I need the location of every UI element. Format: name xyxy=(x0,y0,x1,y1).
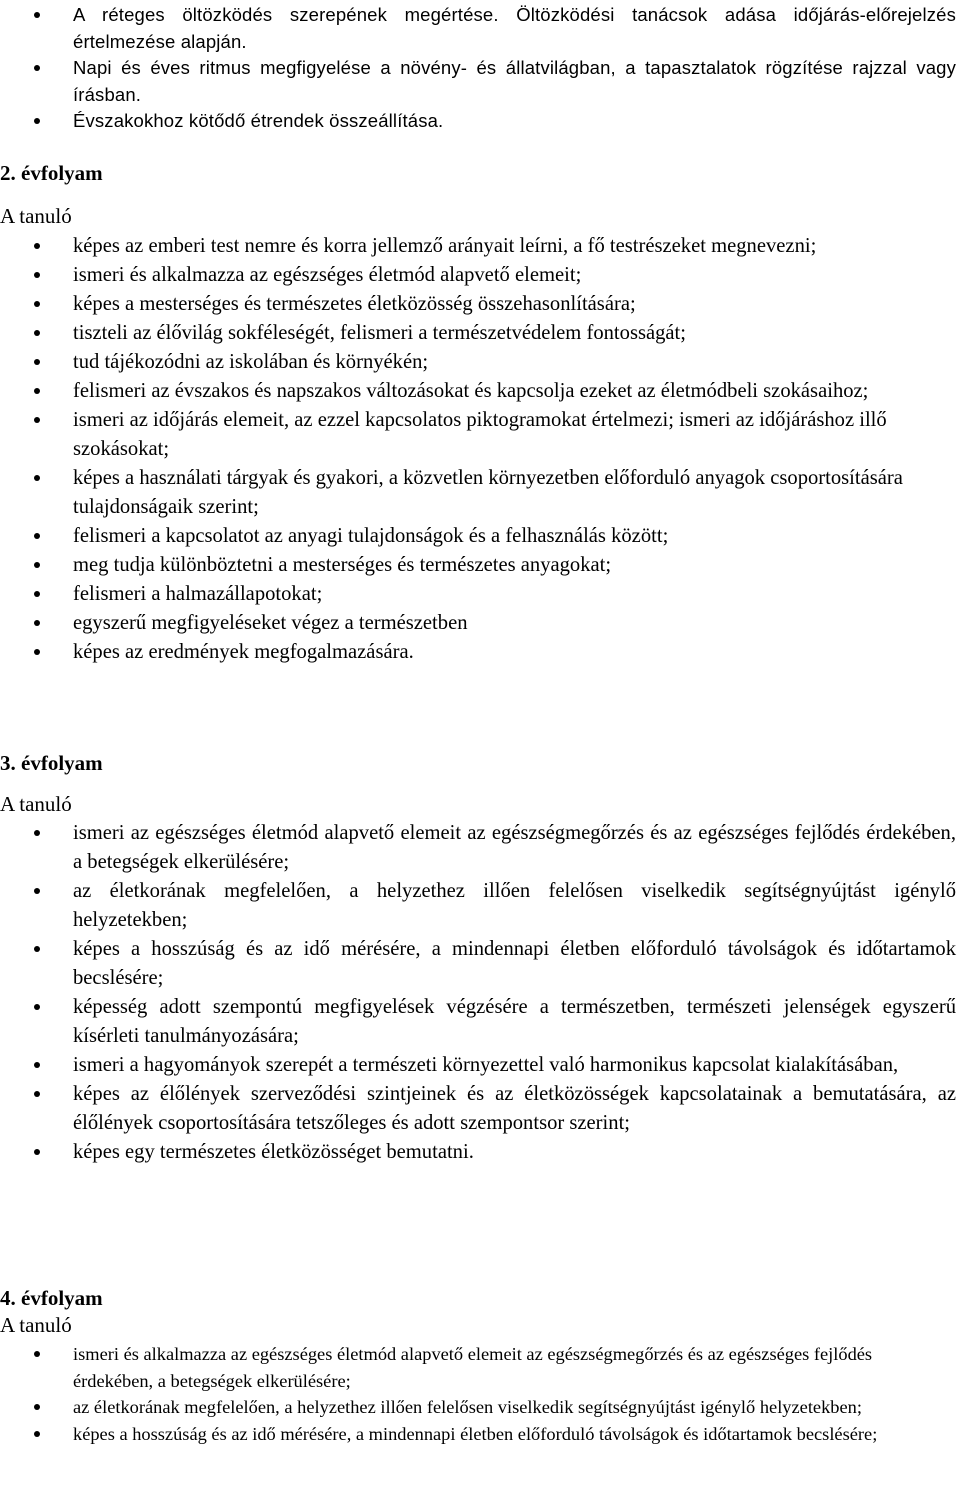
section-subject-grade-4: A tanuló xyxy=(0,1313,72,1337)
list-item xyxy=(0,319,960,348)
list-item xyxy=(0,108,960,135)
bullet-icon xyxy=(34,1062,40,1068)
list-item xyxy=(0,55,960,108)
list-item xyxy=(0,877,960,935)
list-item-text: képes a hosszúság és az idő mérésére, a mindennapi életben előforduló távolságok és időtartamok becslésére; xyxy=(73,1423,878,1444)
bullet-icon xyxy=(34,475,40,481)
list-item xyxy=(0,1080,960,1138)
list-item xyxy=(0,290,960,319)
list-item xyxy=(0,609,960,638)
bullet-icon xyxy=(34,888,40,894)
list-item-text: ismeri és alkalmazza az egészséges életmód alapvető elemeit az egészségmegőrzés és az egészséges fejlődés érdekében, a betegségek elkerülésére; xyxy=(73,1344,873,1391)
list-item xyxy=(0,935,960,993)
list-item-text: képes az emberi test nemre és korra jellemző arányait leírni, a fő testrészeket megnevezni; xyxy=(73,235,817,257)
list-item-text: felismeri a halmazállapotokat; xyxy=(73,583,323,605)
bullet-icon xyxy=(34,1004,40,1010)
bullet-icon xyxy=(34,118,40,124)
list-item-text: A réteges öltözködés szerepének megértése. Öltözködési tanácsok adása időjárás-előrejelzés értelmezése alapján. xyxy=(73,4,956,52)
bullet-icon xyxy=(34,272,40,278)
bullet-icon xyxy=(34,388,40,394)
section-subject-grade-3: A tanuló xyxy=(0,792,72,816)
section-subject-grade-2: A tanuló xyxy=(0,204,72,228)
list-item-text: felismeri az évszakos és napszakos változásokat és kapcsolja ezeket az életmódbeli szokásaihoz; xyxy=(73,380,869,402)
list-item xyxy=(0,406,960,464)
list-item-text: tud tájékozódni az iskolában és környékén; xyxy=(73,351,429,373)
list-item xyxy=(0,993,960,1051)
list-item-text: meg tudja különböztetni a mesterséges és természetes anyagokat; xyxy=(73,554,612,576)
list-item-text: képes egy természetes életközösséget bemutatni. xyxy=(73,1141,474,1163)
bullet-icon xyxy=(34,591,40,597)
list-item xyxy=(0,1341,960,1394)
list-item-text: az életkorának megfelelően, a helyzethez illően felelősen viselkedik segítségnyújtást igénylő helyzetekben; xyxy=(73,1397,862,1417)
bullet-icon xyxy=(34,830,40,836)
bullet-icon xyxy=(34,359,40,365)
list-item-text: képes a mesterséges és természetes életközösség összehasonlítására; xyxy=(73,293,636,315)
bullet-icon xyxy=(34,12,40,18)
list-item xyxy=(0,580,960,609)
bullet-icon xyxy=(34,1431,40,1437)
bullet-icon xyxy=(34,946,40,952)
list-item xyxy=(0,551,960,580)
bullet-icon xyxy=(34,417,40,423)
list-item xyxy=(0,348,960,377)
list-item xyxy=(0,1394,960,1421)
bullet-icon xyxy=(34,620,40,626)
list-item-text: képes a hosszúság és az idő mérésére, a mindennapi életben előforduló távolságok és időtartamok becslésére; xyxy=(73,938,956,989)
section-heading-grade-2: 2. évfolyam xyxy=(0,161,103,185)
list-item-text: ismeri a hagyományok szerepét a természeti környezettel való harmonikus kapcsolat kialakításában, xyxy=(73,1054,899,1076)
grade-2-bullet-list xyxy=(0,232,960,667)
list-item-text: Napi és éves ritmus megfigyelése a növény- és állatvilágban, a tapasztalatok rögzítése rajzzal vagy írásban. xyxy=(73,57,956,105)
list-item xyxy=(0,638,960,667)
bullet-icon xyxy=(34,1149,40,1155)
bullet-icon xyxy=(34,533,40,539)
bullet-icon xyxy=(34,301,40,307)
list-item xyxy=(0,464,960,522)
section-heading-grade-3: 3. évfolyam xyxy=(0,751,103,775)
bullet-icon xyxy=(34,243,40,249)
grade-3-bullet-list xyxy=(0,819,960,1167)
list-item xyxy=(0,2,960,55)
list-item-text: képes az eredmények megfogalmazására. xyxy=(73,641,414,663)
list-item-text: az életkorának megfelelően, a helyzethez illően felelősen viselkedik segítségnyújtást igénylő helyzetekben; xyxy=(73,880,956,931)
list-item xyxy=(0,1138,960,1167)
list-item-text: Évszakokhoz kötődő étrendek összeállítása. xyxy=(73,110,444,132)
section-heading-grade-4: 4. évfolyam xyxy=(0,1286,103,1310)
bullet-icon xyxy=(34,1404,40,1410)
bullet-icon xyxy=(34,649,40,655)
list-item-text: képes a használati tárgyak és gyakori, a közvetlen környezetben előforduló anyagok csoportosítására tulajdonságaik szerint; xyxy=(73,467,903,518)
list-item-text: felismeri a kapcsolatot az anyagi tulajdonságok és a felhasználás között; xyxy=(73,525,669,547)
list-item-text: képes az élőlények szerveződési szintjeinek és az életközösségek kapcsolatainak a bemutatására, az élőlények csoportosítására tetszőleges és adott szempontsor szerint; xyxy=(73,1083,956,1134)
top-bullet-list xyxy=(0,2,960,135)
list-item-text: képesség adott szempontú megfigyelések végzésére a természetben, természeti jelenségek egyszerű kísérleti tanulmányozására; xyxy=(73,996,956,1047)
bullet-icon xyxy=(34,65,40,71)
list-item xyxy=(0,819,960,877)
bullet-icon xyxy=(34,562,40,568)
grade-4-bullet-list xyxy=(0,1341,960,1447)
list-item-text: ismeri az időjárás elemeit, az ezzel kapcsolatos piktogramokat értelmezi; ismeri az időjáráshoz illő szokásokat; xyxy=(73,409,887,460)
bullet-icon xyxy=(34,1091,40,1097)
bullet-icon xyxy=(34,1351,40,1357)
list-item xyxy=(0,261,960,290)
list-item xyxy=(0,1051,960,1080)
list-item-text: tiszteli az élővilág sokféleségét, felismeri a természetvédelem fontosságát; xyxy=(73,322,686,344)
list-item-text: ismeri és alkalmazza az egészséges életmód alapvető elemeit; xyxy=(73,264,582,286)
list-item xyxy=(0,377,960,406)
list-item-text: ismeri az egészséges életmód alapvető elemeit az egészségmegőrzés és az egészséges fejlődés érdekében, a betegségek elkerülésére; xyxy=(73,822,956,873)
bullet-icon xyxy=(34,330,40,336)
list-item xyxy=(0,522,960,551)
list-item-text: egyszerű megfigyeléseket végez a természetben xyxy=(73,612,468,634)
list-item xyxy=(0,1421,960,1448)
list-item xyxy=(0,232,960,261)
